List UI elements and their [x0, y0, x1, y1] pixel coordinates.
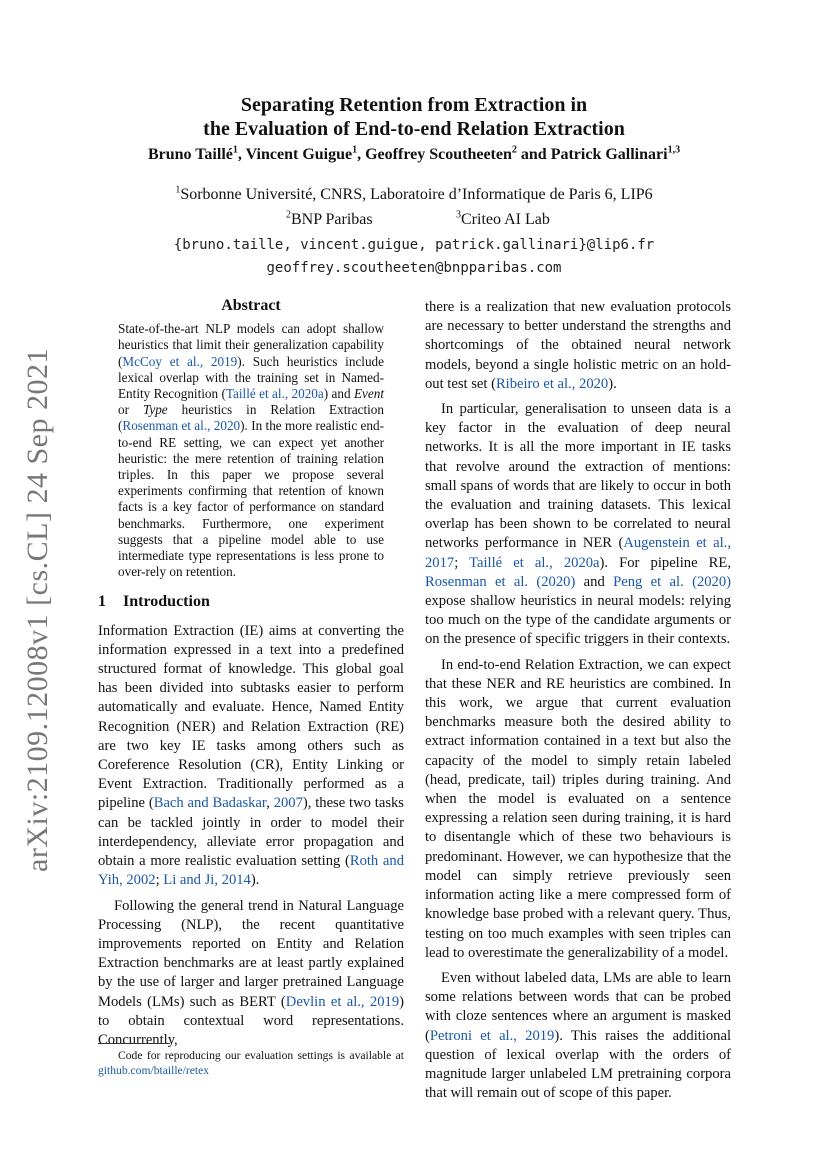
author-affil-mark: 1 [352, 144, 358, 156]
author-affil-mark: 1 [232, 144, 238, 156]
paragraph [425, 400, 731, 650]
citation[interactable]: Li and Ji, 2014 [163, 872, 251, 889]
text-run: Even without labeled data, LMs are able to learn some relations between words that can be probed with cloze sentences where an argument is masked ( [425, 969, 731, 1044]
author-list [0, 146, 828, 164]
footnote-rule [98, 1043, 170, 1044]
author-separator: , [237, 146, 246, 163]
left-column [98, 296, 404, 1050]
text-run: or [118, 402, 143, 418]
paragraph [98, 622, 404, 891]
citation[interactable]: Roth and Yih, 2002 [98, 853, 404, 889]
affiliation-3: $^3$Criteo AI Lab [456, 209, 550, 228]
section-title: Introduction [123, 593, 210, 611]
paragraph [425, 969, 731, 1103]
author-affil-mark: 1,3 [667, 144, 681, 156]
text-run: ). [608, 375, 617, 392]
author: Bruno Taillé [147, 146, 233, 163]
text-run: State-of-the-art NLP models can adopt shallow heuristics that limit their generalization capability ( [118, 321, 384, 369]
text-run: and [575, 573, 614, 590]
author: Patrick Gallinari [550, 146, 668, 163]
text-run: ) to obtain contextual word representations. Concurrently, [98, 993, 404, 1048]
footnote-text: Code for reproducing our evaluation settings is available at [118, 1049, 404, 1062]
italic-term: Type [142, 402, 168, 418]
citation[interactable]: Petroni et al., 2019 [429, 1027, 555, 1044]
citation[interactable]: Ribeiro et al., 2020 [495, 375, 609, 392]
citation[interactable]: Rosenman et al., 2020 [122, 418, 241, 434]
affiliation-2: $^2$BNP Paribas [286, 209, 373, 228]
paper-title-line-1: Separating Retention from Extraction in [240, 94, 588, 116]
text-run: ). Such heuristics include lexical overlap with the training set in Named-Entity Recognition ( [118, 353, 384, 402]
code-repository-link[interactable]: github.com/btaille/retex [98, 1064, 210, 1077]
text-run: ) and [323, 386, 354, 402]
citation[interactable]: Taillé et al., 2020a [469, 554, 600, 571]
citation[interactable]: 2007 [273, 795, 303, 812]
paragraph [425, 656, 731, 963]
text-run: ). [250, 872, 260, 889]
abstract-heading: Abstract [221, 297, 281, 314]
citation[interactable]: McCoy et al., 2019 [122, 353, 238, 369]
section-heading [98, 592, 404, 611]
section-number: 1 [98, 593, 106, 611]
citation[interactable]: Bach and Badaskar [153, 795, 267, 812]
text-run: there is a realization that new evaluation protocols are necessary to better understand the strengths and shortcomings of the obtained neural network models, beyond a single holistic metric on an hold-out test set ( [425, 299, 731, 392]
text-run: ; [454, 554, 470, 571]
text-run: In particular, generalisation to unseen data is a key factor in the evaluation of deep neural networks. It is all the more important in IE tasks that revolve around the extraction of mentions: small spans of words that are likely to occur in both the evaluation and training datasets. This lexical overlap has been shown to be correlated to neural networks performance in NER ( [425, 401, 731, 552]
paragraph [98, 897, 404, 1051]
text-run: ). In the more realistic end-to-end RE setting, we can expect yet another heuristic: the mere retention of training relation triples. In this paper we propose several experiments confirming that retention of known facts is a key factor of performance on standard benchmarks. Furthermore, one experiment suggests that a pipeline model able to use intermediate type representations is less prone to over-rely on retention. [118, 418, 384, 580]
footnote [98, 1048, 404, 1078]
text-run: In end-to-end Relation Extraction, we can expect that these NER and RE heuristics are combined. In this work, we argue that current evaluation benchmarks measure both the desired ability to extract information contained in a text but also the capacity of the model to simply retain labeled (head, predicate, tail) triples during training. And when the model is evaluated on a sentence expressing a relation seen during training, it is hard to disentangle which of these two behaviours is predominant. However, we can hypothesize that the model can simply retrieve previously seen information acting like a mere compressed form of knowledge base probed with a relevant query. Thus, testing on too much examples with seen triples can lead to overestimate the generalizability of a model. [425, 656, 731, 961]
text-run: ). This raises the additional question of lexical overlap with the orders of magnitude larger unlabeled LM pretraining corpora that will remain out of scope of this paper. [425, 1027, 731, 1102]
paragraph [425, 298, 731, 394]
author: Geoffrey Scoutheeten [365, 146, 512, 163]
author-affil-mark: 2 [511, 144, 517, 156]
text-run: , [266, 795, 274, 812]
author-emails: {bruno.taille, vincent.guigue, patrick.gallinari}@lip6.fr [173, 237, 655, 253]
text-run: ), these two tasks can be tackled jointly in order to model their interdependency, alleviate error propagation and obtain a more realistic evaluation setting ( [98, 795, 404, 870]
author-email: geoffrey.scoutheeten@bnpparibas.com [266, 260, 562, 276]
text-run: ). For pipeline RE, [599, 554, 731, 571]
affiliation-1: $^1$Sorbonne Université, CNRS, Laboratoire d’Informatique de Paris 6, LIP6 [175, 184, 653, 203]
text-run: ; [155, 872, 164, 889]
abstract-text [118, 321, 384, 580]
arxiv-identifier: arXiv:2109.12008v1 [cs.CL] 24 Sep 2021 [21, 348, 54, 872]
author: Vincent Guigue [245, 146, 353, 163]
citation[interactable]: Rosenman et al. (2020) [425, 573, 576, 590]
author-conjunction: and [516, 146, 551, 163]
text-run: heuristics in Relation Extraction ( [118, 402, 384, 434]
citation[interactable]: Taillé et al., 2020a [225, 386, 324, 402]
italic-term: Event [353, 386, 384, 402]
author-separator: , [357, 146, 366, 163]
citation[interactable]: Augenstein et al., 2017 [425, 535, 731, 571]
citation[interactable]: Devlin et al., 2019 [285, 993, 400, 1010]
text-run: Following the general trend in Natural Language Processing (NLP), the recent quantitative improvements reported on Entity and Relation Extraction benchmarks are at least partly explained by the use of larger and larger pretrained Language Models (LMs) such as BERT ( [98, 897, 404, 1010]
paper-title-line-2: the Evaluation of End-to-end Relation Extraction [203, 118, 625, 140]
right-column [425, 298, 731, 1103]
citation[interactable]: Peng et al. (2020) [613, 573, 731, 590]
text-run: expose shallow heuristics in neural models: relying too much on the type of the candidate arguments or on the presence of specific triggers in their contexts. [425, 593, 731, 648]
text-run: Information Extraction (IE) aims at converting the information expressed in a text into a predefined structured format of knowledge. This global goal has been divided into subtasks easier to perform automatically and evaluate. Hence, Named Entity Recognition (NER) and Relation Extraction (RE) are two key IE tasks among others such as Coreference Resolution (CR), Entity Linking or Event Extraction. Traditionally performed as a pipeline ( [98, 622, 404, 812]
